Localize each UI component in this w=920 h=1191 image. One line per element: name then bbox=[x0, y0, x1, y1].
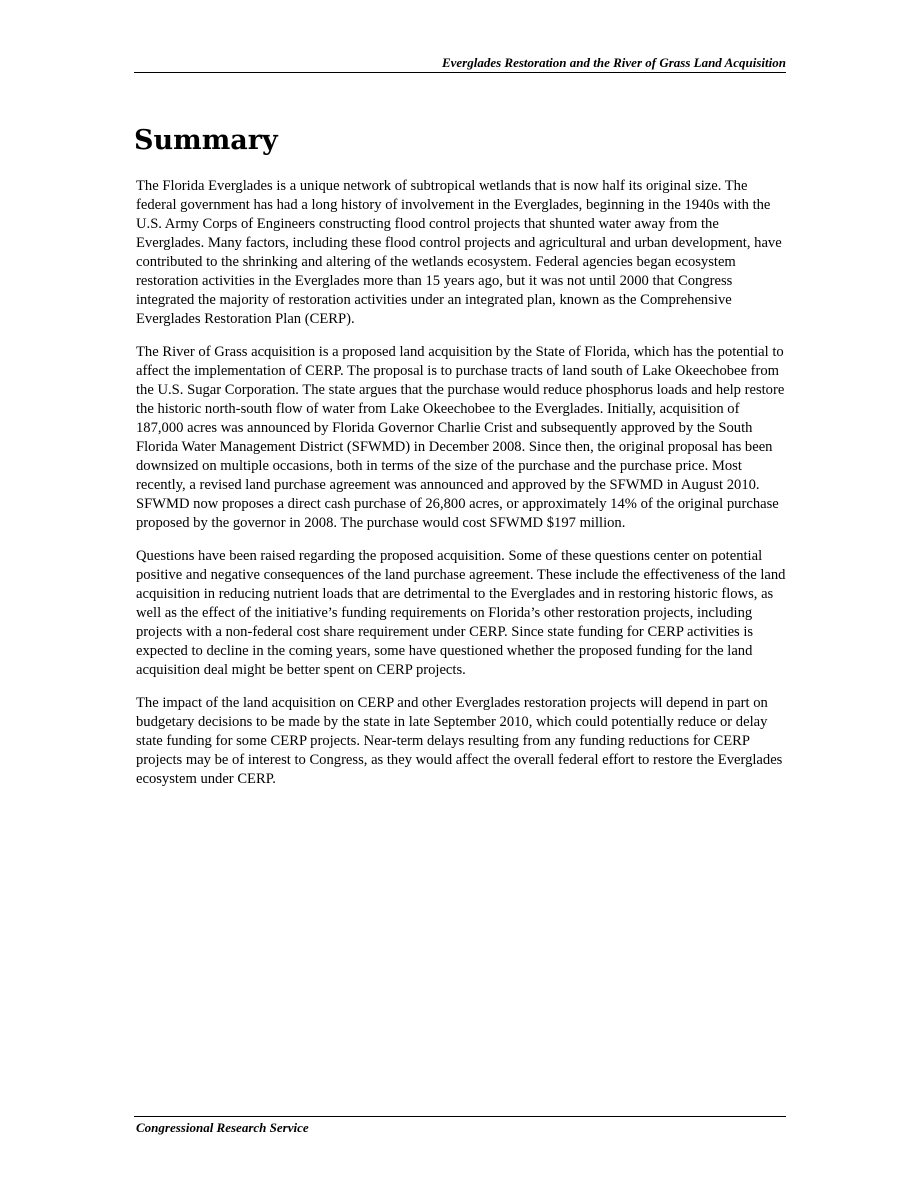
summary-paragraph-4: The impact of the land acquisition on CERP and other Everglades restoration projects will depend in part on budgetary decisions to be made by the state in late September 2010, which could potentially reduce or delay state funding for some CERP projects. Near-term delays resulting from any funding reductions for CERP projects may be of interest to Congress, as they would affect the overall federal effort to restore the Everglades ecosystem under CERP. bbox=[136, 695, 783, 787]
page-title: Summary bbox=[134, 125, 278, 156]
footer-divider bbox=[134, 1116, 786, 1117]
running-footer: Congressional Research Service bbox=[136, 1120, 309, 1135]
summary-paragraph-3: Questions have been raised regarding the proposed acquisition. Some of these questions center on potential positive and negative consequences of the land purchase agreement. These include the effectiveness of the land acquisition in reducing nutrient loads that are detrimental to the Everglades and in restoring historic flows, as well as the effect of the initiative’s funding requirements on Florida’s other restoration projects, including projects with a non-federal cost share requirement under CERP. Since state funding for CERP activities is expected to decline in the coming years, some have questioned whether the proposed funding for the land acquisition deal might be better spent on CERP projects. bbox=[136, 548, 786, 678]
summary-paragraph-1: The Florida Everglades is a unique network of subtropical wetlands that is now half its original size. The federal government has had a long history of involvement in the Everglades, beginning in the 1940s with the U.S. Army Corps of Engineers constructing flood control projects that shunted water away from the Everglades. Many factors, including these flood control projects and agricultural and urban development, have contributed to the shrinking and altering of the wetlands ecosystem. Federal agencies began ecosystem restoration activities in the Everglades more than 15 years ago, but it was not until 2000 that Congress integrated the majority of restoration activities under an integrated plan, known as the Comprehensive Everglades Restoration Plan (CERP). bbox=[136, 178, 782, 327]
summary-paragraph-2: The River of Grass acquisition is a proposed land acquisition by the State of Florida, which has the potential to affect the implementation of CERP. The proposal is to purchase tracts of land south of Lake Okeechobee from the U.S. Sugar Corporation. The state argues that the purchase would reduce phosphorus loads and help restore the historic north-south flow of water from Lake Okeechobee to the Everglades. Initially, acquisition of 187,000 acres was announced by Florida Governor Charlie Crist and subsequently approved by the South Florida Water Management District (SFWMD) in December 2008. Since then, the original proposal has been downsized on multiple occasions, both in terms of the size of the purchase and the purchase price. Most recently, a revised land purchase agreement was announced and approved by the SFWMD in August 2010. SFWMD now proposes a direct cash purchase of 26,800 acres, or approximately 14% of the original purchase proposed by the governor in 2008. The purchase would cost SFWMD $197 million. bbox=[136, 344, 785, 531]
running-header: Everglades Restoration and the River of Grass Land Acquisition bbox=[441, 55, 786, 70]
header-divider bbox=[134, 72, 786, 73]
summary-body bbox=[136, 177, 788, 803]
